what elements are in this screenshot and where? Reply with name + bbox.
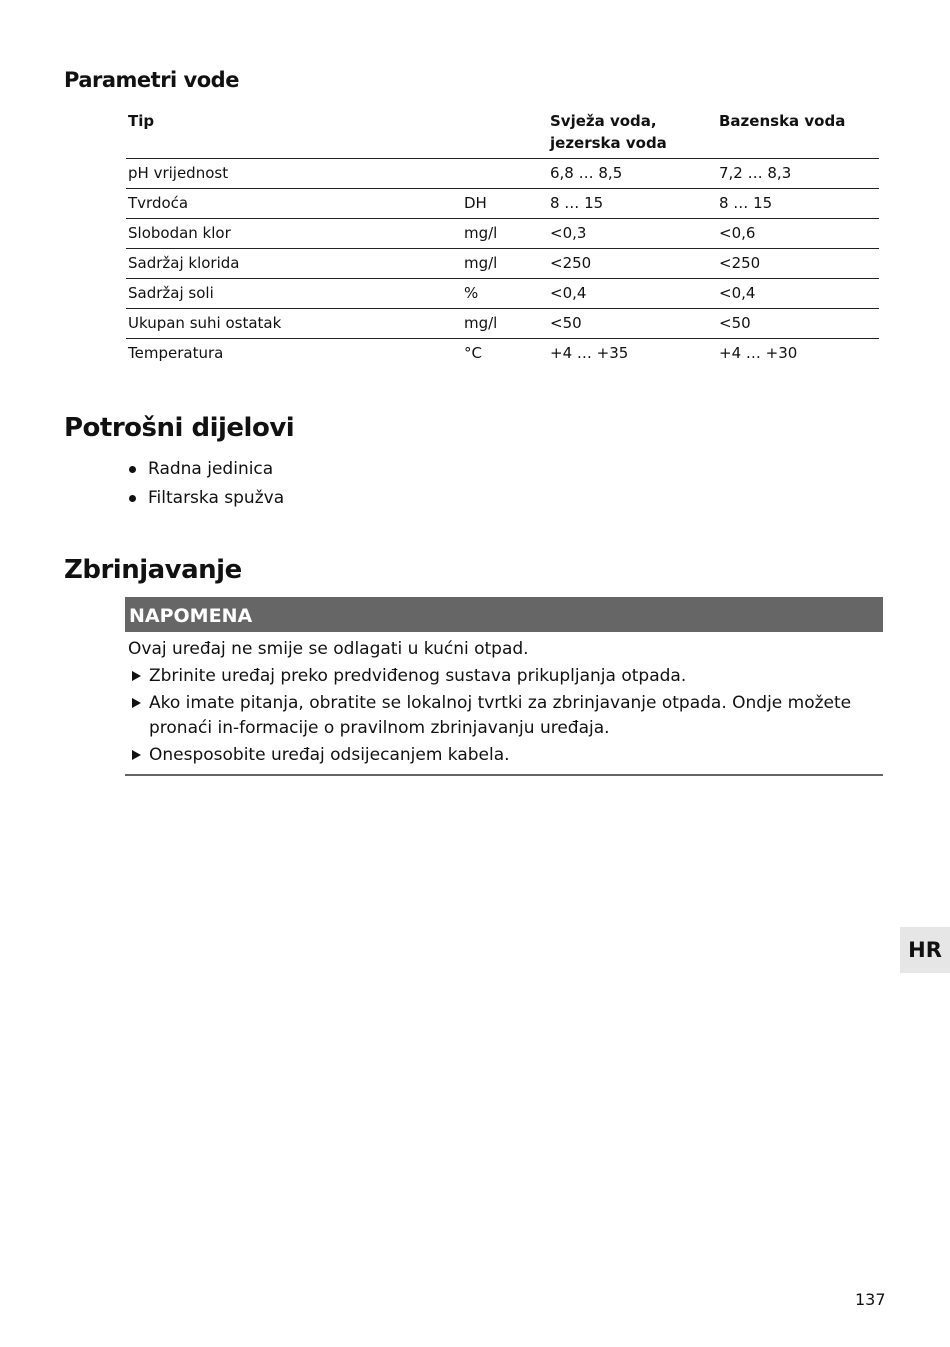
step-arrow-icon [132, 750, 141, 760]
cell-unit: % [462, 279, 548, 309]
list-item-label: Filtarska spužva [148, 488, 285, 508]
cell-parameter: Slobodan klor [126, 219, 462, 249]
notice-label: NAPOMENA [125, 597, 883, 632]
list-item [126, 455, 284, 484]
step-arrow-icon [132, 671, 141, 681]
cell-pool-water: <0,4 [717, 279, 879, 309]
section-title-water-parameters: Parametri vode [64, 68, 239, 92]
column-header-pool-water: Bazenska voda [717, 110, 879, 159]
column-header-unit [462, 110, 548, 159]
notice-body [125, 637, 883, 768]
step-arrow-icon [132, 698, 141, 708]
list-item [126, 484, 284, 513]
notice-step [128, 743, 883, 768]
table-row [126, 309, 879, 339]
notice-text: Ovaj uređaj ne smije se odlagati u kućni otpad. [128, 639, 529, 659]
bullet-icon [129, 466, 136, 473]
cell-pool-water: 7,2 … 8,3 [717, 159, 879, 189]
consumables-list [126, 455, 284, 513]
cell-unit: mg/l [462, 249, 548, 279]
bullet-icon [129, 495, 136, 502]
cell-fresh-water: +4 … +35 [550, 344, 629, 362]
step-text: Zbrinite uređaj preko predviđenog sustava prikupljanja otpada. [149, 666, 687, 686]
language-tab: HR [900, 927, 950, 973]
table-row [126, 219, 879, 249]
table-row [126, 249, 879, 279]
cell-fresh-water: <50 [548, 309, 717, 339]
cell-fresh-water: <0,4 [548, 279, 717, 309]
cell-pool-water: 8 … 15 [717, 189, 879, 219]
table-row [126, 189, 879, 219]
notice-step [128, 664, 883, 689]
cell-fresh-water: <250 [548, 249, 717, 279]
list-item-label: Radna jedinica [148, 459, 274, 479]
cell-unit: mg/l [462, 219, 548, 249]
cell-fresh-water: 8 … 15 [548, 189, 717, 219]
cell-parameter: Sadržaj soli [126, 279, 462, 309]
cell-parameter: Ukupan suhi ostatak [126, 309, 462, 339]
table-row [126, 339, 879, 369]
cell-pool-water: +4 … +30 [719, 344, 798, 362]
section-title-consumables: Potrošni dijelovi [64, 413, 295, 443]
step-text: Onesposobite uređaj odsijecanjem kabela. [149, 745, 510, 765]
cell-parameter: Tvrdoća [126, 189, 462, 219]
step-text: Ako imate pitanja, obratite se lokalnoj tvrtki za zbrinjavanje otpada. Ondje možete pronaći in-formacije o pravilnom zbrinjavanju uređaja. [149, 693, 852, 738]
column-header-type: Tip [126, 110, 462, 159]
page-number: 137 [855, 1290, 886, 1309]
column-header-fresh-water: Svježa voda, jezerska voda [548, 110, 717, 159]
cell-unit [462, 159, 548, 189]
cell-unit: °C [464, 344, 482, 362]
table-row [126, 159, 879, 189]
cell-parameter: Sadržaj klorida [126, 249, 462, 279]
cell-fresh-water: 6,8 … 8,5 [548, 159, 717, 189]
notice-step [128, 691, 883, 741]
cell-unit: DH [462, 189, 548, 219]
cell-unit: mg/l [462, 309, 548, 339]
cell-pool-water: <50 [717, 309, 879, 339]
table-row [126, 279, 879, 309]
cell-parameter: pH vrijednost [126, 159, 462, 189]
water-parameters-table [126, 110, 879, 368]
cell-parameter: Temperatura [128, 344, 224, 362]
cell-pool-water: <250 [717, 249, 879, 279]
section-title-disposal: Zbrinjavanje [64, 555, 242, 585]
table-header-row [126, 110, 879, 159]
disposal-notice-box [125, 597, 883, 776]
cell-fresh-water: <0,3 [548, 219, 717, 249]
cell-pool-water: <0,6 [717, 219, 879, 249]
